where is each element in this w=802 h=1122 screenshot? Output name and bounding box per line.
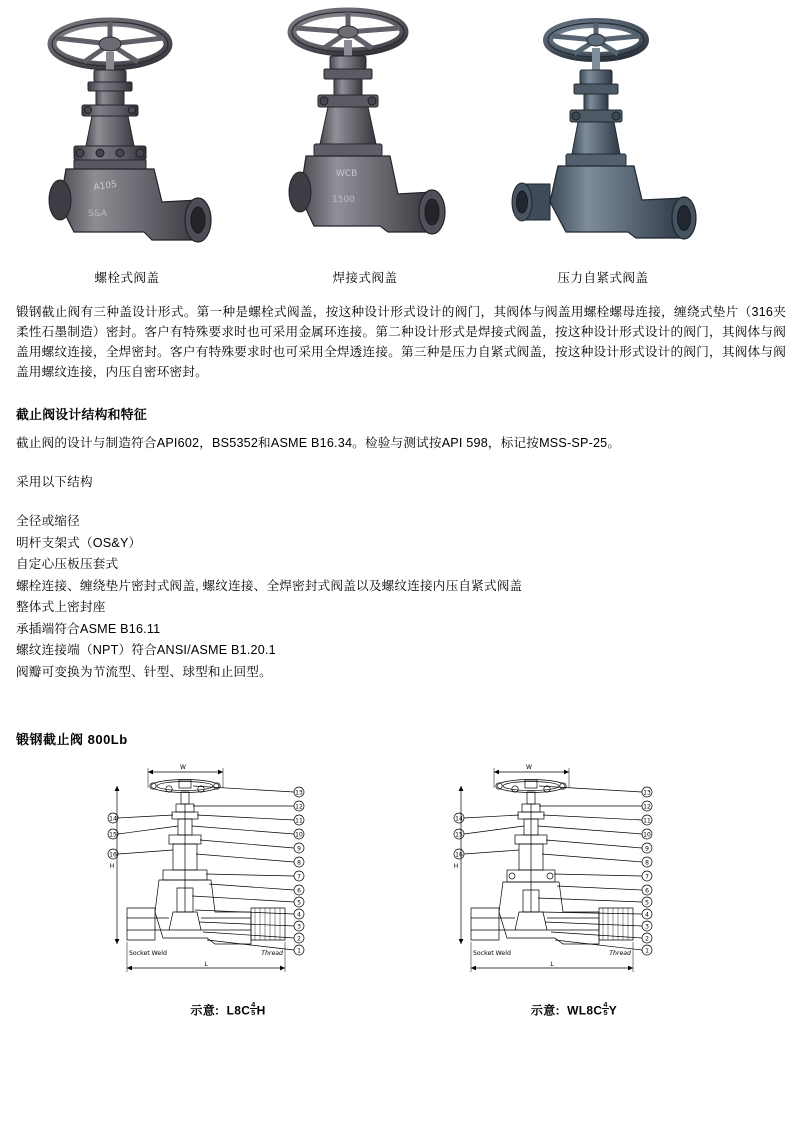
svg-text:13: 13 <box>643 789 651 797</box>
technical-drawing-bolted-bonnet <box>449 762 699 1018</box>
drawing-caption-2 <box>449 1001 699 1018</box>
caption-welded-bonnet: 焊接式阀盖 <box>332 271 398 285</box>
product-photo-welded-bonnet <box>260 4 470 262</box>
svg-text:15: 15 <box>109 831 117 839</box>
svg-text:12: 12 <box>643 803 651 811</box>
product-caption-row <box>16 262 786 292</box>
caption-bolted-bonnet: 螺栓式阀盖 <box>94 271 160 285</box>
drawing-model-suffix-1: H <box>256 1003 266 1018</box>
svg-text:8: 8 <box>645 859 649 867</box>
product-photo-pressure-seal-bonnet <box>498 4 708 262</box>
dimension-l-1: L <box>204 961 208 968</box>
svg-text:6: 6 <box>645 887 649 895</box>
dimension-w-2: W <box>526 764 532 771</box>
svg-text:1: 1 <box>297 947 301 955</box>
drawing-caption-prefix-1: 示意: <box>190 1003 220 1018</box>
drawing-model-fraction-2: $\frac{4}{5}$ <box>603 1000 608 1018</box>
svg-text:4: 4 <box>297 911 301 919</box>
technical-drawing-row <box>16 762 786 1018</box>
end-label-socket-weld-2: Socket Weld <box>473 950 511 957</box>
svg-text:11: 11 <box>643 817 651 825</box>
feature-item-7: 螺纹连接端（NPT）符合ANSI/ASME B1.20.1 <box>16 643 276 657</box>
feature-item-6: 承插端符合ASME B16.11 <box>16 621 161 636</box>
svg-text:10: 10 <box>643 831 651 839</box>
dimension-h-2: H <box>453 863 459 870</box>
svg-text:6: 6 <box>297 887 301 895</box>
svg-text:5: 5 <box>297 899 301 907</box>
feature-item-5: 整体式上密封座 <box>16 600 106 614</box>
svg-text:16: 16 <box>455 851 463 859</box>
svg-text:13: 13 <box>295 789 303 797</box>
feature-item-8: 阀瓣可变换为节流型、针型、球型和止回型。 <box>16 664 272 679</box>
svg-text:14: 14 <box>109 815 117 823</box>
design-feature-list <box>16 511 786 683</box>
bolted-bonnet-valve-image <box>22 4 232 262</box>
callout-group-left-1 <box>108 813 178 859</box>
feature-item-4: 螺栓连接、缠绕垫片密封式阀盖, 螺纹连接、全焊密封式阀盖以及螺纹连接内压自紧式阀盖 <box>16 578 523 593</box>
svg-text:4: 4 <box>645 911 649 919</box>
valve-body-marking: A105 <box>93 179 118 193</box>
drawing-caption-prefix-2: 示意: <box>530 1003 560 1018</box>
technical-drawing-socket-weld <box>103 762 353 1018</box>
svg-text:7: 7 <box>645 873 649 881</box>
feature-item-2: 明杆支架式（OS&Y） <box>16 535 142 550</box>
design-adopt-line: 采用以下结构 <box>16 475 93 489</box>
valve-cross-section-diagram-2 <box>449 762 699 994</box>
product-title: 锻钢截止阀 800Lb <box>16 732 128 747</box>
drawing-caption-1 <box>103 1001 353 1018</box>
product-photo-bolted-bonnet <box>22 4 232 262</box>
valve-body-marking-2: S&A <box>88 209 107 219</box>
welded-bonnet-valve-image <box>260 4 470 262</box>
svg-text:1: 1 <box>645 947 649 955</box>
svg-text:14: 14 <box>455 815 463 823</box>
intro-paragraph: 锻钢截止阀有三种盖设计形式。第一种是螺栓式阀盖，按这种设计形式设计的阀门，其阀体与阀盖用螺栓螺母连接，缠绕式垫片（316夹柔性石墨制造）密封。客户有特殊要求时也可采用金属环连接。第二种设计形式是焊接式阀盖，按这种设计形式设计的阀门，其阀体与阀盖用螺纹连接，全焊密封。客户有特殊要求时也可采用全焊透连接。第三种是压力自紧式阀盖，按这种设计形式设计的阀门，其阀体与阀盖用螺纹连接，内压自密环密封。 <box>16 305 786 379</box>
callout-group-left-2 <box>454 813 524 859</box>
svg-text:9: 9 <box>297 845 301 853</box>
end-label-thread-1: Thread <box>261 950 283 957</box>
svg-text:11: 11 <box>295 817 303 825</box>
valve-body-marking-2: 1500 <box>332 195 355 205</box>
dimension-l-2: L <box>550 961 554 968</box>
dimension-w-1: W <box>180 764 186 771</box>
feature-item-1: 全径或缩径 <box>16 514 80 528</box>
svg-text:12: 12 <box>295 803 303 811</box>
svg-text:9: 9 <box>645 845 649 853</box>
valve-body-marking: WCB <box>336 169 358 179</box>
svg-text:16: 16 <box>109 851 117 859</box>
drawing-model-main-1: L8C <box>226 1003 251 1018</box>
caption-pressure-seal-bonnet: 压力自紧式阀盖 <box>557 271 649 285</box>
svg-text:8: 8 <box>297 859 301 867</box>
end-label-thread-2: Thread <box>609 950 631 957</box>
svg-text:5: 5 <box>645 899 649 907</box>
svg-text:3: 3 <box>297 923 301 931</box>
svg-text:3: 3 <box>645 923 649 931</box>
design-standard-line: 截止阀的设计与制造符合API602，BS5352和ASME B16.34。检验与测试按API 598，标记按MSS-SP-25。 <box>16 436 621 450</box>
svg-text:15: 15 <box>455 831 463 839</box>
svg-text:2: 2 <box>297 935 301 943</box>
feature-item-3: 自定心压板压套式 <box>16 557 119 571</box>
design-section-title: 截止阀设计结构和特征 <box>16 407 147 422</box>
svg-text:10: 10 <box>295 831 303 839</box>
valve-cross-section-diagram-1 <box>103 762 353 994</box>
end-label-socket-weld-1: Socket Weld <box>129 950 167 957</box>
drawing-model-suffix-2: Y <box>608 1003 618 1018</box>
svg-text:2: 2 <box>645 935 649 943</box>
svg-text:7: 7 <box>297 873 301 881</box>
dimension-h-1: H <box>109 863 115 870</box>
drawing-model-fraction-1: $\frac{4}{5}$ <box>251 1000 256 1018</box>
pressure-seal-valve-image <box>498 4 708 262</box>
product-photo-row <box>16 0 786 262</box>
drawing-model-main-2: WL8C <box>567 1003 603 1018</box>
